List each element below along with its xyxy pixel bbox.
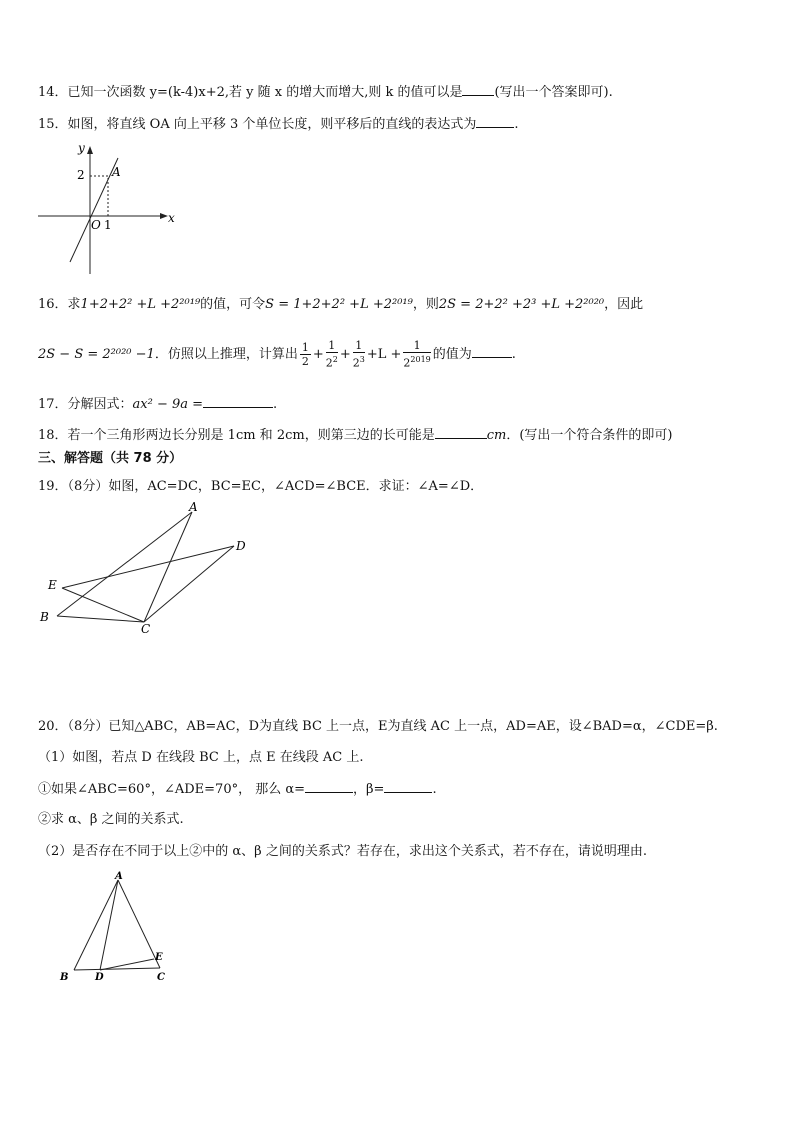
q18-tail: ．(写出一个符合条件的即可) — [506, 428, 673, 443]
q17-expression: ax² − 9a = — [132, 397, 204, 412]
frac-1-over-2-2019: $\frac{1}{2^{2019}}$ — [403, 339, 431, 370]
question-19: 19．（8分）如图，AC=DC，BC=EC，∠ACD=∠BCE．求证：∠A=∠D． — [38, 479, 484, 494]
q16-tail: . — [511, 347, 516, 362]
q16-part4: ，因此 — [604, 297, 644, 312]
q20-p2c: . — [432, 782, 437, 797]
label-2: 2 — [77, 168, 85, 182]
q14-answer-blank[interactable] — [462, 83, 494, 96]
q16-part3: ，则 — [412, 297, 439, 312]
q14-tail: (写出一个答案即可). — [494, 85, 613, 100]
q17-tail: . — [273, 397, 278, 412]
q20-alpha-blank[interactable] — [305, 780, 353, 793]
label-1: 1 — [104, 218, 112, 232]
label-o: O — [91, 218, 101, 232]
q16-part6: 的值为 — [432, 347, 472, 362]
question-18 — [38, 426, 672, 445]
q15-answer-blank[interactable] — [476, 115, 514, 128]
frac-1-over-2-cubed: $\frac{1}{2^3}$ — [352, 339, 365, 370]
fig20-label-e: E — [155, 952, 163, 963]
q20-p2b: ，β= — [353, 782, 385, 797]
q14-text: 14．已知一次函数 y=(k-4)x+2,若 y 随 x 的增大而增大,则 k 的值可以是 — [38, 85, 463, 100]
label-a: A — [112, 165, 121, 179]
q18-answer-blank[interactable] — [435, 426, 487, 439]
question-20-part2: （2）是否存在不同于以上②中的 α、β 之间的关系式？若存在，求出这个关系式，若不存在，请说明理由. — [38, 844, 647, 859]
fig20-label-d: D — [95, 972, 104, 983]
q20-beta-blank[interactable] — [384, 780, 432, 793]
question-15 — [38, 115, 519, 134]
q16-part1: 16．求 — [38, 297, 81, 312]
q16-sum3: 2S = 2+2² +2³ +L +2²⁰²⁰ — [438, 297, 605, 312]
x-axis-arrow — [160, 213, 168, 219]
fig19-label-a: A — [189, 500, 198, 514]
figure-20-triangle — [56, 868, 186, 988]
fig20-label-c: C — [157, 972, 165, 983]
q16-sum1: 1+2+2² +L +2²⁰¹⁹ — [80, 297, 201, 312]
q16-sum2: S = 1+2+2² +L +2²⁰¹⁹ — [265, 297, 413, 312]
question-14 — [38, 83, 613, 102]
label-y: y — [78, 141, 85, 155]
y-axis-arrow — [87, 146, 93, 154]
question-20-part1-item1 — [38, 780, 437, 799]
fig20-label-b: B — [60, 972, 69, 983]
frac-1-over-2-squared: $\frac{1}{2^2}$ — [325, 339, 338, 370]
question-16-line2: 2S − S = 2²⁰²⁰ −1．仿照以上推理，计算出 $\frac{1}{2}$ + $\frac{1}{2^2}$ + $\frac{1}{2^3}$ +L + $\frac{1}{2^{2019}}$ 的值为 . — [38, 339, 516, 370]
q16-answer-blank[interactable] — [472, 345, 512, 358]
fig19-label-c: C — [141, 622, 151, 636]
figure-15-coordinate-graph — [34, 140, 184, 280]
question-20: 20．（8分）已知△ABC，AB=AC，D为直线 BC 上一点，E为直线 AC 上一点，AD=AE，设∠BAD=α，∠CDE=β. — [38, 719, 718, 734]
q16-part2: 的值，可令 — [200, 297, 266, 312]
question-17 — [38, 395, 277, 414]
q16-equation: 2S − S = 2²⁰²⁰ −1 — [38, 347, 155, 362]
question-20-part1-item2: ②求 α、β 之间的关系式. — [38, 812, 184, 827]
q15-text: 15．如图，将直线 OA 向上平移 3 个单位长度，则平移后的直线的表达式为 — [38, 117, 477, 132]
q16-part5: ．仿照以上推理，计算出 — [154, 347, 298, 362]
q15-tail: . — [514, 117, 519, 132]
question-20-part1: （1）如图，若点 D 在线段 BC 上，点 E 在线段 AC 上. — [38, 750, 364, 765]
fig19-label-d: D — [236, 539, 246, 553]
label-x: x — [168, 211, 175, 225]
q18-text: 18．若一个三角形两边长分别是 1cm 和 2cm，则第三边的长可能是 — [38, 428, 435, 443]
q20-p2a: ①如果∠ABC=60°，∠ADE=70°， 那么 α= — [38, 782, 306, 797]
question-16 — [38, 296, 643, 314]
fig19-label-b: B — [40, 610, 49, 624]
frac-1-over-2: $\frac{1}{2}$ — [301, 341, 309, 368]
q17-text: 17．分解因式： — [38, 397, 133, 412]
figure-19-triangles — [36, 500, 266, 640]
fig20-label-a: A — [115, 871, 123, 882]
q18-unit: cm — [486, 428, 507, 443]
q17-answer-blank[interactable] — [203, 395, 273, 408]
fig19-label-e: E — [48, 578, 57, 592]
section-heading: 三、解答题（共 78 分） — [38, 451, 183, 466]
